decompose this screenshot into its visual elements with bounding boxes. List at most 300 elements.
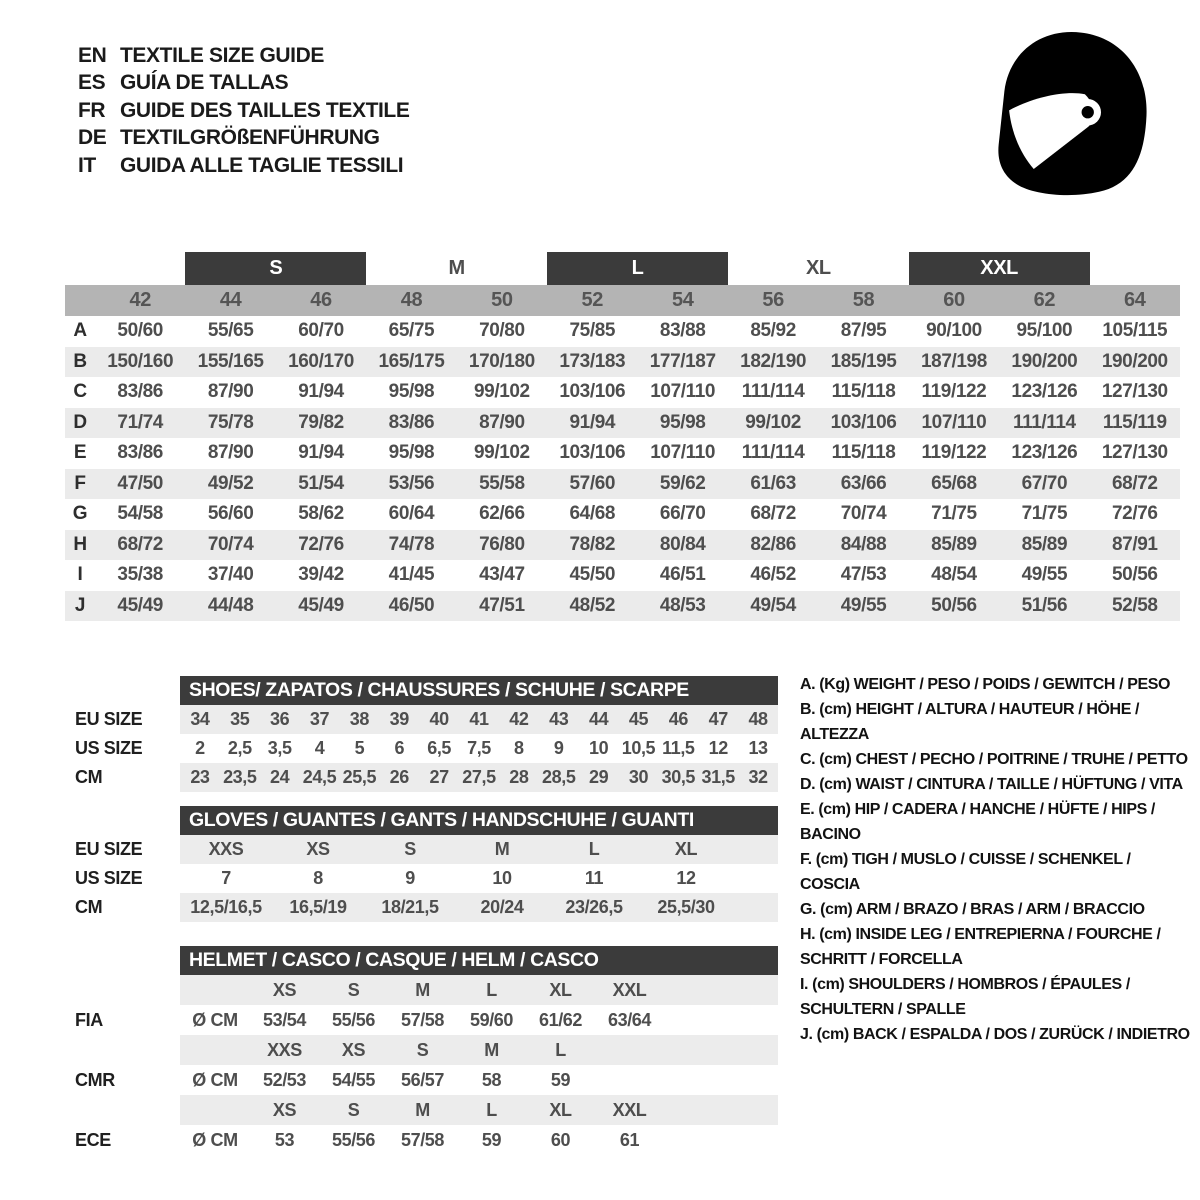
language-title-list — [78, 42, 409, 180]
size-value: XL — [674, 839, 698, 859]
numeric-size: 60 — [943, 289, 965, 311]
size-value: 50/56 — [1112, 564, 1158, 586]
size-group-s: S — [185, 252, 366, 285]
legend-entry: C. (cm) CHEST / PECHO / POITRINE / TRUHE / PETTO — [800, 751, 1188, 768]
textile-row-e — [65, 438, 1180, 469]
size-value: 9 — [405, 868, 415, 888]
numeric-size: 44 — [219, 289, 242, 311]
size-value: 115/119 — [1102, 411, 1167, 433]
size-value: 67/70 — [1021, 472, 1068, 494]
row-label-spacer — [75, 1095, 180, 1125]
size-value: 127/130 — [1101, 381, 1168, 403]
language-code: DE — [78, 126, 107, 150]
size-value: XS — [306, 839, 330, 859]
diameter-unit: Ø CM — [192, 1009, 238, 1030]
size-value: 76/80 — [479, 533, 525, 555]
helmet-size-header-band — [180, 975, 778, 1005]
size-value: 28,5 — [542, 767, 576, 787]
helmet-size-label: XXS — [267, 1039, 302, 1060]
size-row — [75, 763, 778, 792]
size-value: 111/114 — [741, 381, 805, 403]
size-value: 87/95 — [840, 320, 887, 342]
textile-row-a — [65, 316, 1180, 347]
measurement-legend — [800, 672, 1192, 1047]
size-group-l: L — [547, 252, 728, 285]
size-value: 6,5 — [427, 738, 452, 758]
size-value: 57/58 — [400, 1129, 445, 1150]
size-value: 71/74 — [117, 411, 163, 433]
legend-entry: E. (cm) HIP / CADERA / HANCHE / HÜFTE / HIPS / BACINO — [800, 801, 1155, 843]
numeric-size: 62 — [1033, 289, 1056, 311]
size-value: 47 — [708, 709, 728, 729]
size-value: 71/75 — [931, 503, 977, 525]
language-title-line — [78, 70, 409, 98]
size-value: 16,5/19 — [289, 897, 347, 917]
size-value: 46 — [668, 709, 688, 729]
helmet-size-label: XS — [272, 979, 297, 1000]
size-value: 10 — [588, 738, 609, 758]
helmet-value-row — [75, 1005, 778, 1035]
size-value: 31,5 — [701, 767, 735, 787]
size-value: 79/82 — [298, 411, 344, 433]
helmet-size-header-row — [75, 1035, 778, 1065]
size-value: 83/88 — [659, 320, 706, 342]
textile-size-table — [65, 252, 1180, 621]
size-value: 8 — [313, 868, 323, 888]
size-value: 45/49 — [298, 594, 344, 616]
textile-row-h — [65, 530, 1180, 561]
size-value: 38 — [349, 709, 369, 729]
size-value: 36 — [270, 709, 290, 729]
size-value: 44 — [588, 709, 609, 729]
size-value: 107/110 — [650, 381, 716, 403]
size-value: 29 — [588, 767, 609, 787]
guide-title: GUIDE DES TAILLES TEXTILE — [120, 98, 410, 122]
size-value: 23,5 — [223, 767, 257, 787]
size-value: 45/50 — [569, 564, 616, 586]
size-value: M — [494, 839, 510, 859]
language-code: EN — [78, 43, 107, 67]
legend-entry: D. (cm) WAIST / CINTURA / TAILLE / HÜFTUNG / VITA — [800, 776, 1183, 793]
legend-entry: F. (cm) TIGH / MUSLO / CUISSE / SCHENKEL / COSCIA — [800, 851, 1131, 893]
size-value: 42 — [509, 709, 529, 729]
size-value: 55/65 — [207, 320, 254, 342]
size-value: 185/195 — [830, 350, 897, 372]
helmet-size-label: S — [347, 979, 360, 1000]
numeric-size: 42 — [129, 289, 151, 311]
size-value: 150/160 — [107, 350, 174, 372]
size-value: 50/56 — [931, 594, 977, 616]
size-value: 52/53 — [262, 1069, 307, 1090]
size-value: 46/52 — [750, 564, 796, 586]
size-value: 12 — [676, 868, 696, 888]
size-value: 103/106 — [830, 411, 897, 433]
size-value: 68/72 — [1112, 472, 1158, 494]
size-value: 37 — [309, 709, 330, 729]
shoes-size-rows — [75, 705, 778, 792]
size-value: 11 — [584, 868, 604, 888]
helmet-size-label: XS — [341, 1039, 366, 1060]
size-value: 11,5 — [662, 738, 695, 758]
size-value: 68/72 — [750, 503, 796, 525]
size-value: 48/54 — [931, 564, 977, 586]
helmet-size-section — [75, 946, 778, 1155]
size-value: 59 — [481, 1129, 502, 1150]
size-value: 105/115 — [1102, 320, 1168, 342]
helmet-size-rows — [75, 975, 778, 1155]
size-value: 4 — [314, 738, 325, 758]
size-value: 51/54 — [298, 472, 344, 494]
numeric-size: 48 — [400, 289, 423, 311]
size-value: 49/52 — [207, 472, 254, 494]
row-label: EU SIZE — [75, 839, 143, 859]
size-value: 107/110 — [921, 411, 987, 433]
size-value: 111/114 — [741, 442, 805, 464]
size-value: 55/58 — [479, 472, 525, 494]
helmet-value-band — [180, 1065, 778, 1095]
helmet-size-label: L — [555, 1039, 566, 1060]
legend-entry: B. (cm) HEIGHT / ALTURA / HAUTEUR / HÖHE / ALTEZZA — [800, 701, 1140, 743]
helmet-size-header-row — [75, 1095, 778, 1125]
size-value: 24 — [270, 767, 290, 787]
textile-row-f — [65, 469, 1180, 500]
size-value: 46/50 — [388, 594, 435, 616]
row-label: CM — [75, 897, 103, 917]
size-value: 87/90 — [207, 442, 254, 464]
size-value: 6 — [394, 738, 405, 758]
size-value: 46/51 — [659, 564, 706, 586]
size-value: 85/89 — [1021, 533, 1068, 555]
size-value: 182/190 — [740, 350, 807, 372]
language-title-line — [78, 152, 409, 180]
legend-entry: H. (cm) INSIDE LEG / ENTREPIERNA / FOURCHE / SCHRITT / FORCELLA — [800, 926, 1161, 968]
size-value: 83/86 — [117, 381, 163, 403]
unit-spacer — [180, 1095, 250, 1125]
size-value: 95/100 — [1016, 320, 1073, 342]
row-letter: D — [73, 411, 87, 433]
size-value: 23/26,5 — [565, 897, 623, 917]
helmet-section-title: HELMET / CASCO / CASQUE / HELM / CASCO — [180, 946, 778, 975]
size-value: 44/48 — [207, 594, 254, 616]
size-value: 119/122 — [921, 381, 987, 403]
size-value: 53 — [274, 1129, 295, 1150]
helmet-size-header-band — [180, 1095, 778, 1125]
legend-entry: I. (cm) SHOULDERS / HOMBROS / ÉPAULES / SCHULTERN / SPALLE — [800, 976, 1130, 1018]
size-value: 40 — [429, 709, 449, 729]
size-group-xl: XL — [805, 257, 831, 279]
textile-size-table-body — [65, 316, 1180, 621]
size-value: 59/60 — [469, 1009, 514, 1030]
size-value: 66/70 — [659, 503, 706, 525]
size-value: 61/63 — [750, 472, 796, 494]
size-value: 10 — [492, 868, 512, 888]
size-value: 47/51 — [479, 594, 525, 616]
size-value: 30 — [628, 767, 649, 787]
size-value: 103/106 — [559, 381, 626, 403]
size-value: 27,5 — [462, 767, 496, 787]
size-value: 190/200 — [1101, 350, 1168, 372]
size-value: 41/45 — [388, 564, 435, 586]
size-value: 57/60 — [569, 472, 616, 494]
size-value: 95/98 — [659, 411, 706, 433]
size-value: 64/68 — [569, 503, 616, 525]
size-value: 74/78 — [388, 533, 435, 555]
language-code: IT — [78, 153, 96, 177]
racing-helmet-icon — [975, 28, 1155, 204]
row-label-spacer — [75, 975, 180, 1005]
size-value: 59/62 — [659, 472, 706, 494]
size-value: 41 — [469, 709, 489, 729]
numeric-size: 58 — [852, 289, 875, 311]
helmet-size-header-row — [75, 975, 778, 1005]
size-value: 72/76 — [298, 533, 344, 555]
textile-row-d — [65, 408, 1180, 439]
helmet-value-row — [75, 1065, 778, 1095]
size-value: 13 — [748, 738, 768, 758]
size-value: 85/89 — [931, 533, 977, 555]
size-value: 45 — [628, 709, 649, 729]
size-value: 63/64 — [607, 1009, 652, 1030]
row-label: EU SIZE — [75, 709, 143, 729]
guide-title: GUÍA DE TALLAS — [120, 71, 289, 95]
guide-title: GUIDA ALLE TAGLIE TESSILI — [120, 153, 404, 177]
size-value: 34 — [190, 709, 210, 729]
size-value: 95/98 — [388, 381, 435, 403]
size-value: 57/58 — [400, 1009, 445, 1030]
textile-row-b — [65, 347, 1180, 378]
size-value: 27 — [429, 767, 449, 787]
row-letter: I — [77, 564, 83, 586]
size-value: 56/60 — [207, 503, 254, 525]
size-value: 71/75 — [1021, 503, 1068, 525]
size-value: 2,5 — [227, 738, 252, 758]
size-value: 155/165 — [197, 350, 264, 372]
size-value: 173/183 — [559, 350, 626, 372]
size-value: 28 — [509, 767, 529, 787]
size-value: 165/175 — [378, 350, 445, 372]
size-value: 91/94 — [569, 411, 616, 433]
numeric-size: 50 — [491, 289, 513, 311]
size-value: 54/58 — [117, 503, 163, 525]
numeric-size: 64 — [1124, 289, 1146, 311]
legend-entry: G. (cm) ARM / BRAZO / BRAS / ARM / BRACCIO — [800, 901, 1145, 918]
size-value: 95/98 — [388, 442, 435, 464]
size-value: 62/66 — [479, 503, 525, 525]
size-value: 54/55 — [331, 1069, 376, 1090]
size-value: 56/57 — [400, 1069, 445, 1090]
row-letter: A — [73, 320, 87, 342]
row-label-spacer — [75, 1035, 180, 1065]
size-value: 39/42 — [298, 564, 344, 586]
standard-label-ece: ECE — [75, 1129, 111, 1150]
size-value: 12,5/16,5 — [190, 897, 262, 917]
size-value: 20/24 — [480, 897, 524, 917]
size-value: 99/102 — [745, 411, 801, 433]
size-value: 43/47 — [479, 564, 525, 586]
size-value: 35 — [230, 709, 250, 729]
size-value: 127/130 — [1101, 442, 1168, 464]
size-value: 63/66 — [840, 472, 887, 494]
row-letter: B — [73, 350, 87, 372]
numeric-size: 46 — [310, 289, 332, 311]
helmet-size-label: L — [486, 1099, 497, 1120]
textile-row-c — [65, 377, 1180, 408]
size-value: 115/118 — [831, 442, 896, 464]
size-value: 25,5 — [342, 767, 377, 787]
size-value: 70/80 — [479, 320, 525, 342]
row-letter: F — [74, 472, 86, 494]
size-value: 123/126 — [1011, 381, 1078, 403]
row-label: US SIZE — [75, 738, 143, 758]
row-label: US SIZE — [75, 868, 143, 888]
size-value: 119/122 — [921, 442, 987, 464]
size-value: 103/106 — [559, 442, 626, 464]
size-row-band — [180, 763, 778, 792]
size-value: 80/84 — [659, 533, 706, 555]
gloves-size-section — [75, 806, 778, 922]
gloves-size-rows — [75, 835, 778, 922]
size-value: 53/56 — [388, 472, 435, 494]
size-row-band — [180, 734, 778, 763]
size-value: 68/72 — [117, 533, 163, 555]
size-value: 90/100 — [926, 320, 982, 342]
size-value: 45/49 — [117, 594, 163, 616]
size-value: 60/70 — [298, 320, 344, 342]
size-value: 60/64 — [388, 503, 435, 525]
size-row — [75, 734, 778, 763]
helmet-size-label: XL — [549, 979, 572, 1000]
legend-entry: A. (Kg) WEIGHT / PESO / POIDS / GEWITCH / PESO — [800, 676, 1171, 693]
size-value: 75/78 — [207, 411, 254, 433]
size-row — [75, 893, 778, 922]
language-code: FR — [78, 98, 106, 122]
size-value: 30,5 — [661, 767, 696, 787]
language-title-line — [78, 42, 409, 70]
size-value: 3,5 — [267, 738, 292, 758]
size-value: L — [588, 839, 600, 859]
helmet-size-label: M — [415, 1099, 430, 1120]
numeric-size: 52 — [581, 289, 603, 311]
size-value: 18/21,5 — [381, 897, 439, 917]
helmet-size-label: L — [486, 979, 497, 1000]
size-group-m: M — [448, 257, 465, 279]
size-value: 190/200 — [1011, 350, 1078, 372]
size-row-band — [180, 864, 778, 893]
size-value: 70/74 — [840, 503, 887, 525]
size-value: 58 — [481, 1069, 502, 1090]
diameter-unit: Ø CM — [192, 1069, 238, 1090]
size-value: 87/90 — [207, 381, 254, 403]
size-value: 48/52 — [569, 594, 616, 616]
helmet-value-row — [75, 1125, 778, 1155]
size-row — [75, 835, 778, 864]
helmet-size-label: M — [415, 979, 430, 1000]
size-value: XXS — [208, 839, 244, 859]
size-value: 25,5/30 — [657, 897, 715, 917]
size-row-band — [180, 835, 778, 864]
numeric-size-row — [65, 285, 1180, 316]
row-label: CM — [75, 767, 103, 787]
row-letter: E — [73, 442, 87, 464]
size-value: 49/55 — [1021, 564, 1068, 586]
row-letter: C — [73, 381, 87, 403]
size-value: 39 — [389, 709, 409, 729]
size-value: 7 — [221, 868, 231, 888]
helmet-size-label: XXL — [612, 1099, 647, 1120]
row-letter: G — [72, 503, 88, 525]
row-letter: H — [73, 533, 87, 555]
size-value: 115/118 — [831, 381, 896, 403]
size-value: 23 — [190, 767, 210, 787]
standard-label-fia: FIA — [75, 1009, 103, 1030]
size-value: 91/94 — [298, 381, 344, 403]
size-value: 60 — [550, 1129, 571, 1150]
size-value: 61/62 — [538, 1009, 583, 1030]
legend-entry: J. (cm) BACK / ESPALDA / DOS / ZURÜCK / INDIETRO — [800, 1026, 1190, 1043]
shoes-size-section — [75, 676, 778, 792]
helmet-size-header-band — [180, 1035, 778, 1065]
size-value: 99/102 — [474, 442, 530, 464]
diameter-unit: Ø CM — [192, 1129, 238, 1150]
shoes-section-title: SHOES/ ZAPATOS / CHAUSSURES / SCHUHE / SCARPE — [180, 676, 778, 705]
size-value: 123/126 — [1011, 442, 1078, 464]
size-value: 48/53 — [659, 594, 706, 616]
size-value: 12 — [708, 738, 728, 758]
size-value: 65/68 — [931, 472, 977, 494]
helmet-size-label: XXL — [612, 979, 647, 1000]
size-value: 160/170 — [288, 350, 354, 372]
size-row-band — [180, 893, 778, 922]
size-value: 75/85 — [569, 320, 616, 342]
gloves-section-title: GLOVES / GUANTES / GANTS / HANDSCHUHE / GUANTI — [180, 806, 778, 835]
unit-spacer — [180, 975, 250, 1005]
size-value: 85/92 — [750, 320, 796, 342]
size-value: 99/102 — [474, 381, 530, 403]
numeric-size: 56 — [762, 289, 784, 311]
guide-title: TEXTILE SIZE GUIDE — [120, 43, 324, 67]
standard-label-cmr: CMR — [75, 1069, 115, 1090]
row-letter: J — [74, 594, 86, 616]
size-value: 72/76 — [1112, 503, 1158, 525]
size-value: 47/50 — [117, 472, 163, 494]
size-value: 55/56 — [331, 1129, 376, 1150]
size-value: 53/54 — [262, 1009, 307, 1030]
size-value: 26 — [389, 767, 409, 787]
size-value: 87/91 — [1112, 533, 1158, 555]
size-value: 8 — [514, 738, 524, 758]
size-value: 61 — [619, 1129, 640, 1150]
size-value: 84/88 — [840, 533, 887, 555]
helmet-size-label: M — [484, 1039, 499, 1060]
size-row — [75, 864, 778, 893]
helmet-value-band — [180, 1005, 778, 1035]
helmet-size-label: S — [416, 1039, 429, 1060]
size-value: S — [404, 839, 416, 859]
size-value: 2 — [195, 738, 205, 758]
helmet-size-label: XS — [272, 1099, 297, 1120]
size-value: 70/74 — [207, 533, 254, 555]
size-value: 65/75 — [388, 320, 435, 342]
size-value: 49/54 — [750, 594, 796, 616]
size-value: 91/94 — [298, 442, 344, 464]
size-group-xxl: XXL — [909, 252, 1090, 285]
size-value: 35/38 — [117, 564, 163, 586]
size-value: 10,5 — [621, 738, 656, 758]
size-value: 187/198 — [921, 350, 987, 372]
guide-title: TEXTILGRÖßENFÜHRUNG — [120, 126, 380, 150]
size-value: 50/60 — [117, 320, 163, 342]
size-value: 24,5 — [302, 767, 337, 787]
